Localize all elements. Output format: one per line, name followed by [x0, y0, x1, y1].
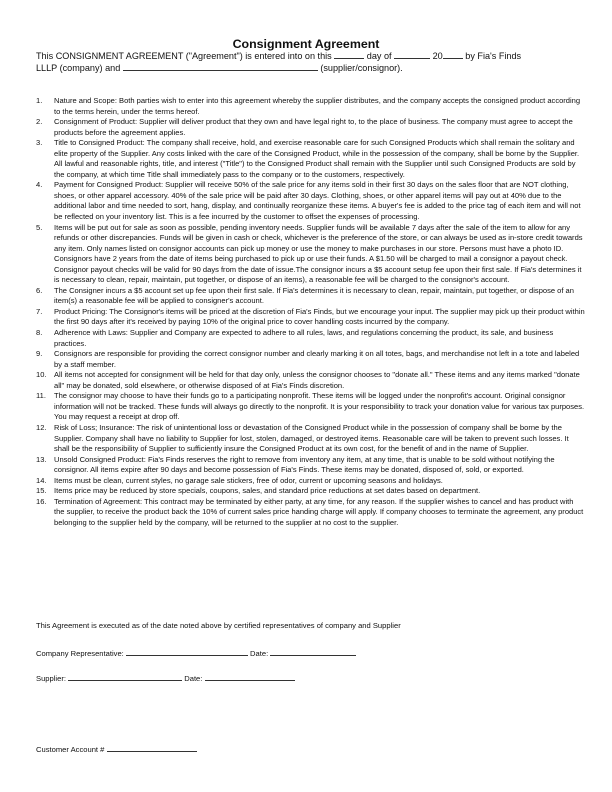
clause-item: [36, 370, 586, 391]
clause-number: 12.: [36, 422, 47, 432]
clause-item: [36, 223, 586, 286]
clause-item: [36, 476, 586, 487]
clause-item: [36, 486, 586, 497]
intro-text: This CONSIGNMENT AGREEMENT ("Agreement") is entered into on this: [36, 51, 332, 61]
clause-text: Risk of Loss; Insurance: The risk of unintentional loss or devastation of the Consigned Product while in the possession of company shall be borne by the Supplier. Company shall have no liability to Supplier for lost, stolen, damaged, or destroyed items. Reasonable care will be taken to prevent such losses. It shall be the responsibility of Supplier to sufficiently insure the Consigned Product at its own cost, for the benefit of and in the name of Supplier.: [54, 422, 569, 454]
date-label: Date:: [184, 674, 203, 683]
company-rep-label: Company Representative:: [36, 649, 124, 658]
clause-item: [36, 96, 586, 117]
clause-number: 14.: [36, 475, 47, 485]
intro-text: 20: [432, 51, 443, 61]
clause-list: [36, 96, 586, 528]
clause-number: 10.: [36, 370, 47, 380]
clause-item: [36, 117, 586, 138]
supplier-date-blank[interactable]: [205, 672, 295, 681]
intro-text: day of: [366, 51, 392, 61]
clause-text: Consignors are responsible for providing the correct consignor number and clearly marking it on all totes, bags, and merchandise not left in a tote and labeled by a staff member.: [54, 349, 580, 369]
clause-item: [36, 497, 586, 529]
customer-account-line: [36, 743, 197, 755]
supplier-name-blank[interactable]: [123, 62, 318, 71]
clause-item: [36, 328, 586, 349]
clause-number: 16.: [36, 496, 47, 506]
clause-text: Termination of Agreement: This contract may be terminated by either party, at any time, for any reason. If the supplier wishes to cancel and has product with the supplier, to receive the product back the 10% of current sales price handing charge will apply. If company chooses to terminate the agreement, any product belonging to the supplier held by the company, will be returned to the supplier at no cost to the supplier.: [54, 496, 584, 527]
customer-account-label: Customer Account #: [36, 745, 105, 754]
clause-text: Items will be put out for sale as soon as possible, pending inventory needs. Supplier funds will be available 7 days after the sale of the item to allow for any refunds or other discrepancies. Funds will be given in cash or check, whichever is the preference of the store, or can always be used as in-store credit towards any item. Only names listed on consignor accounts can pick up money or use the money to make purchases in our store. Persons must have a photo ID. Consignors have 2 years from the date of items being purchased to pick up or use their funds. A $1.50 will be charged to mail a consignor a payout check. Consignor payout checks will be valid for 90 days from the date of issue.The consignor incurs a $5 account setup fee upon their first sale. If Fia's determines it is necessary to clean, repair, maintain, put together, or dispose of an items), a reasonable fee will be charged to the consignor's account.: [54, 222, 583, 285]
company-rep-date-blank[interactable]: [270, 647, 356, 656]
clause-number: 7.: [36, 306, 43, 316]
clause-number: 11.: [36, 391, 46, 401]
clause-item: [36, 307, 586, 328]
clause-text: Payment for Consigned Product: Supplier will receive 50% of the sale price for any items sold in their first 30 days on the sales floor that are NOT clothing, shoes, or other apparel accessory. 40% of the sale price will be paid after 30 days. Clothing, shoes, or other apparel items will pay out at 40% due to the additional labor and time needed to sort, hang, display, and continually reorganize these items. A buyer's fee is added to the price tag of each item and will not be reflected on your inventory list. This is a fee incurred by the customer to offset the expenses of processing.: [54, 180, 581, 222]
customer-account-blank[interactable]: [107, 743, 197, 752]
clause-text: Product Pricing: The Consignor's items will be priced at the discretion of Fia's Finds, but we encourage your input. The supplier may pick up their product within the first 90 days after it's received by paying 10% of the original price to cover handling costs incurred by the company.: [54, 306, 585, 327]
clause-item: [36, 455, 586, 476]
intro-text: (supplier/consignor).: [320, 63, 403, 73]
clause-text: The Consigner incurs a $5 account set up fee upon their first sale. If Fia's determines it is necessary to clean, repair, maintain, put together, or dispose of an item(s) a reasonable fee will be applied to consigner's account.: [54, 285, 574, 306]
clause-text: Nature and Scope: Both parties wish to enter into this agreement whereby the supplier distributes, and the company accepts the consigned product according to the terms herein, under the terms hereof.: [54, 96, 581, 116]
clause-number: 4.: [36, 180, 43, 190]
clause-number: 9.: [36, 349, 43, 359]
clause-text: Items must be clean, current styles, no garage sale stickers, free of odor, current or upcoming seasons and holidays.: [54, 475, 443, 485]
clause-item: [36, 349, 586, 370]
clause-number: 6.: [36, 285, 43, 295]
clause-text: Unsold Consigned Product: Fia's Finds reserves the right to remove from inventory any item, at any time, that is unable to be sold without notifying the consignor. All items expire after 90 days and become possession of Fia's Finds. These items may be donated, disposed of, sold, or exported.: [54, 454, 555, 475]
clause-text: All items not accepted for consignment will be held for that day only, unless the consignor chooses to "donate all." These items and any items marked "donate all" may be donated, sold elsewhere, or otherwise disposed of at Fia's Finds discretion.: [54, 370, 580, 390]
document-title: Consignment Agreement: [232, 37, 380, 51]
clause-item: [36, 286, 586, 307]
clause-number: 13.: [36, 454, 47, 464]
clause-text: Consignment of Product: Supplier will deliver product that they own and have legal right to, to the place of business. The company must agree to accept the products before the agreement applies.: [54, 117, 573, 137]
month-blank[interactable]: [394, 50, 430, 59]
intro-text: LLLP (company) and: [36, 63, 121, 73]
company-rep-line: [36, 647, 356, 659]
clause-number: 2.: [36, 117, 43, 127]
company-rep-signature-blank[interactable]: [126, 647, 248, 656]
intro-text: by Fia's Finds: [465, 51, 522, 61]
clause-number: 1.: [36, 96, 43, 105]
clause-item: [36, 423, 586, 455]
intro-paragraph: [36, 50, 596, 74]
clause-item: [36, 391, 586, 423]
year-blank[interactable]: [443, 50, 463, 59]
clause-text: Items price may be reduced by store specials, coupons, sales, and standard price reductions at set dates based on department.: [54, 486, 481, 496]
clause-number: 3.: [36, 138, 43, 148]
clause-number: 8.: [36, 328, 43, 338]
supplier-signature-blank[interactable]: [68, 672, 182, 681]
supplier-label: Supplier:: [36, 674, 66, 683]
supplier-line: [36, 672, 295, 684]
clause-text: The consignor may choose to have their funds go to a participating nonprofit. These items will be logged under the nonprofit's account. Original consignor information will not be tracked. These funds will always go directly to the nonprofit. It is your responsibility to track your donation value for various tax purposes. You may request a receipt at drop off.: [54, 391, 585, 422]
clause-item: [36, 138, 586, 180]
clause-text: Title to Consigned Product: The company shall receive, hold, and exercise reasonable care for such Consigned Products which shall remain the solitary and elite property of the Supplier. Any costs linked with the care of the Consigned Product, while in the possession of the company, shall be borne by the Supplier. All lawful and reasonable rights, title, and interest ("Title") to the Consigned Product shall remain with the Supplier until such Consigned Products are sold by the company, at which time Title shall immediately pass to the company or to the customers, respectively.: [54, 138, 580, 179]
clause-number: 5.: [36, 222, 43, 232]
clause-text: Adherence with Laws: Supplier and Company are expected to adhere to all rules, laws, and regulations concerning the product, its sale, and business practices.: [54, 328, 554, 348]
execution-statement: This Agreement is executed as of the date noted above by certified representatives of company and Supplier: [36, 621, 401, 630]
day-blank[interactable]: [334, 50, 364, 59]
clause-number: 15.: [36, 486, 47, 496]
clause-item: [36, 180, 586, 222]
date-label: Date:: [250, 649, 269, 658]
